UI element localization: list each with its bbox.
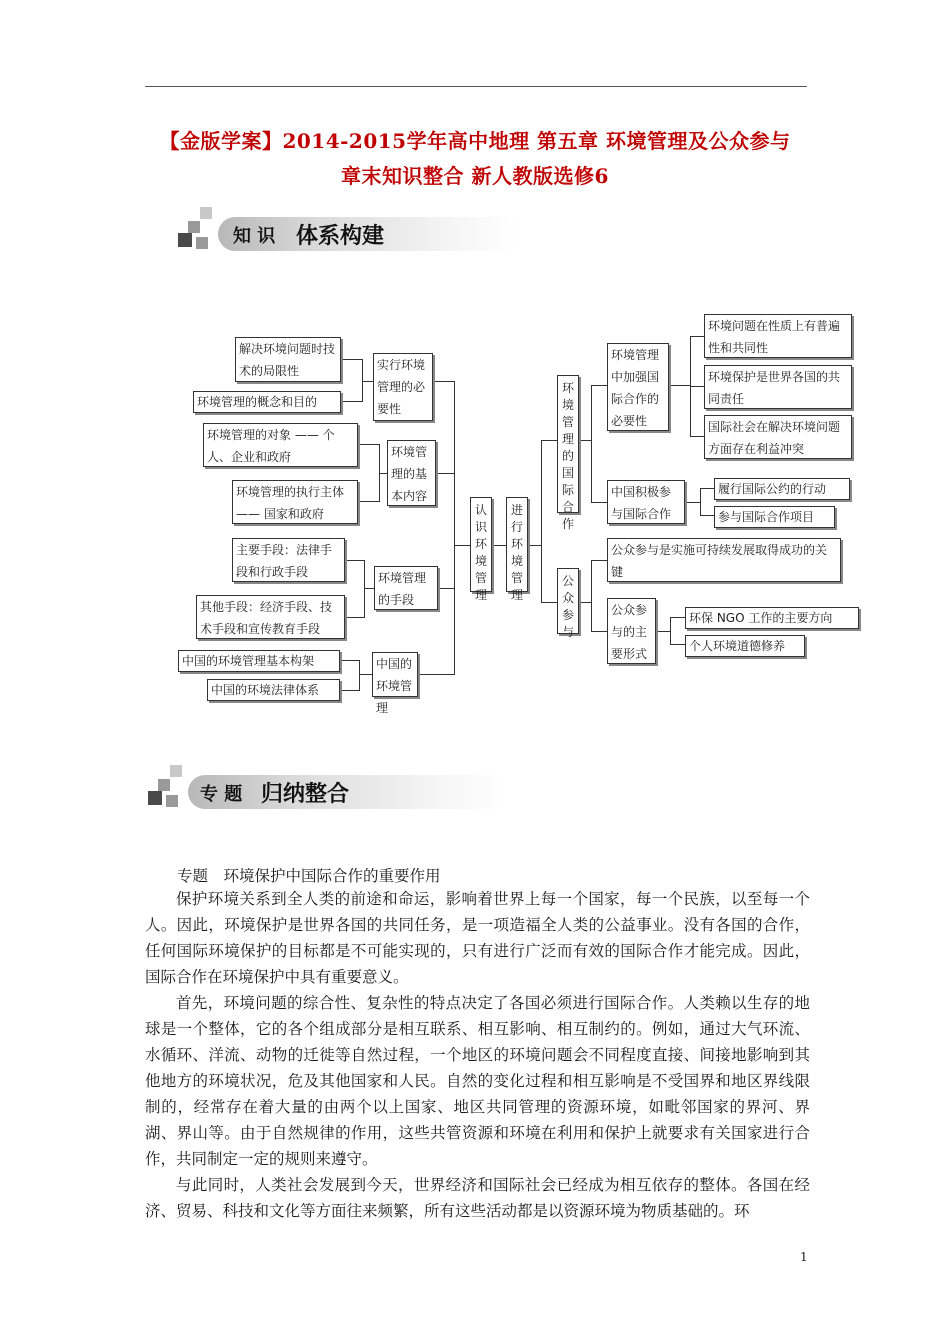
page-title-line1: 【金版学案】2014-2015学年高中地理 第五章 环境管理及公众参与 <box>159 129 791 153</box>
topic-paragraph-2: 首先，环境问题的综合性、复杂性的特点决定了各国必须进行国际合作。人类赖以生存的地球是一个整体，它的各个组成部分是相互联系、相互影响、相互制约的。例如，通过大气环流、水循环、洋流、动物的迁徙等自然过程，一个地区的环境问题会不同程度直接、间接地影响到其他地方的环境状况，危及其他国家和人民。自然的变化过程和相互影响是不受国界和地区界线限制的，经常存在着大量的由两个以上国家、地区共同管理的资源环境，如毗邻国家的界河、界湖、界山等。由于自然规律的作用，这些共管资源和环境在利用和保护上就要求有关国家进行合作，共同制定一定的规则来遵守。 <box>145 994 810 1168</box>
map-necessity-leaf1: 解决环境问题时技术的局限性 <box>235 337 341 382</box>
page-title-line2: 章末知识整合 新人教版选修6 <box>341 164 609 188</box>
map-content-leaf1: 环境管理的对象 —— 个人、企业和政府 <box>203 423 358 467</box>
map-intl-china: 中国积极参与国际合作 <box>607 480 685 524</box>
section-label-1b: 体系构建 <box>296 223 385 249</box>
map-means-leaf2: 其他手段：经济手段、技术手段和宣传教育手段 <box>196 595 345 639</box>
map-public-form: 公众参与的主要形式 <box>607 598 656 664</box>
map-necessity: 实行环境管理的必要性 <box>373 353 433 421</box>
map-content: 环境管理的基本内容 <box>387 440 436 506</box>
map-root-conduct: 进行环境管理 <box>506 497 528 592</box>
map-china-leaf2: 中国的环境法律体系 <box>207 679 340 701</box>
map-china: 中国的环境管理 <box>372 652 418 697</box>
map-intl: 环境管理的国际合作 <box>557 375 579 513</box>
map-intl-need-leaf1: 环境问题在性质上有普遍性和共同性 <box>704 314 852 358</box>
page-number: 1 <box>800 1250 808 1264</box>
header-rule <box>145 86 807 87</box>
section-label-2a: 专 题 <box>200 784 243 805</box>
map-intl-need-leaf2: 环境保护是世界各国的共同责任 <box>704 365 852 409</box>
map-intl-china-leaf1: 履行国际公约的行动 <box>714 478 850 500</box>
map-intl-need: 环境管理中加强国际合作的必要性 <box>607 343 669 431</box>
section-banner-knowledge <box>178 205 538 255</box>
map-intl-need-leaf3: 国际社会在解决环境问题方面存在利益冲突 <box>704 415 852 459</box>
topic-paragraph-3: 与此同时，人类社会发展到今天，世界经济和国际社会已经成为相互依存的整体。各国在经济、贸易、科技和文化等方面往来频繁，所有这些活动都是以资源环境为物质基础的。环 <box>145 1176 810 1220</box>
map-means-leaf1: 主要手段：法律手段和行政手段 <box>232 538 345 582</box>
map-content-leaf2: 环境管理的执行主体 —— 国家和政府 <box>232 480 358 524</box>
section-label-1a: 知 识 <box>233 226 276 247</box>
map-intl-china-leaf2: 参与国际合作项目 <box>714 506 835 528</box>
map-public-form-leaf1: 环保 NGO 工作的主要方向 <box>685 607 859 629</box>
section-banner-topic <box>148 763 528 813</box>
map-root-recognize: 认识环境管理 <box>470 497 492 592</box>
map-means: 环境管理的手段 <box>374 566 438 610</box>
map-public-key: 公众参与是实施可持续发展取得成功的关键 <box>607 538 841 582</box>
map-public-form-leaf2: 个人环境道德修养 <box>685 635 805 657</box>
section-label-2b: 归纳整合 <box>261 781 350 807</box>
topic-paragraph-1: 保护环境关系到全人类的前途和命运，影响着世界上每一个国家，每一个民族，以至每一个人。因此，环境保护是世界各国的共同任务，是一项造福全人类的公益事业。没有各国的合作，任何国际环境保护的目标都是不可能实现的，只有进行广泛而有效的国际合作才能完成。因此，国际合作在环境保护中具有重要意义。 <box>145 890 810 986</box>
map-public: 公众参与 <box>557 568 579 634</box>
map-necessity-leaf2: 环境管理的概念和目的 <box>193 391 341 413</box>
map-china-leaf1: 中国的环境管理基本构架 <box>178 650 340 672</box>
topic-title: 专题 环境保护中国际合作的重要作用 <box>177 867 441 885</box>
